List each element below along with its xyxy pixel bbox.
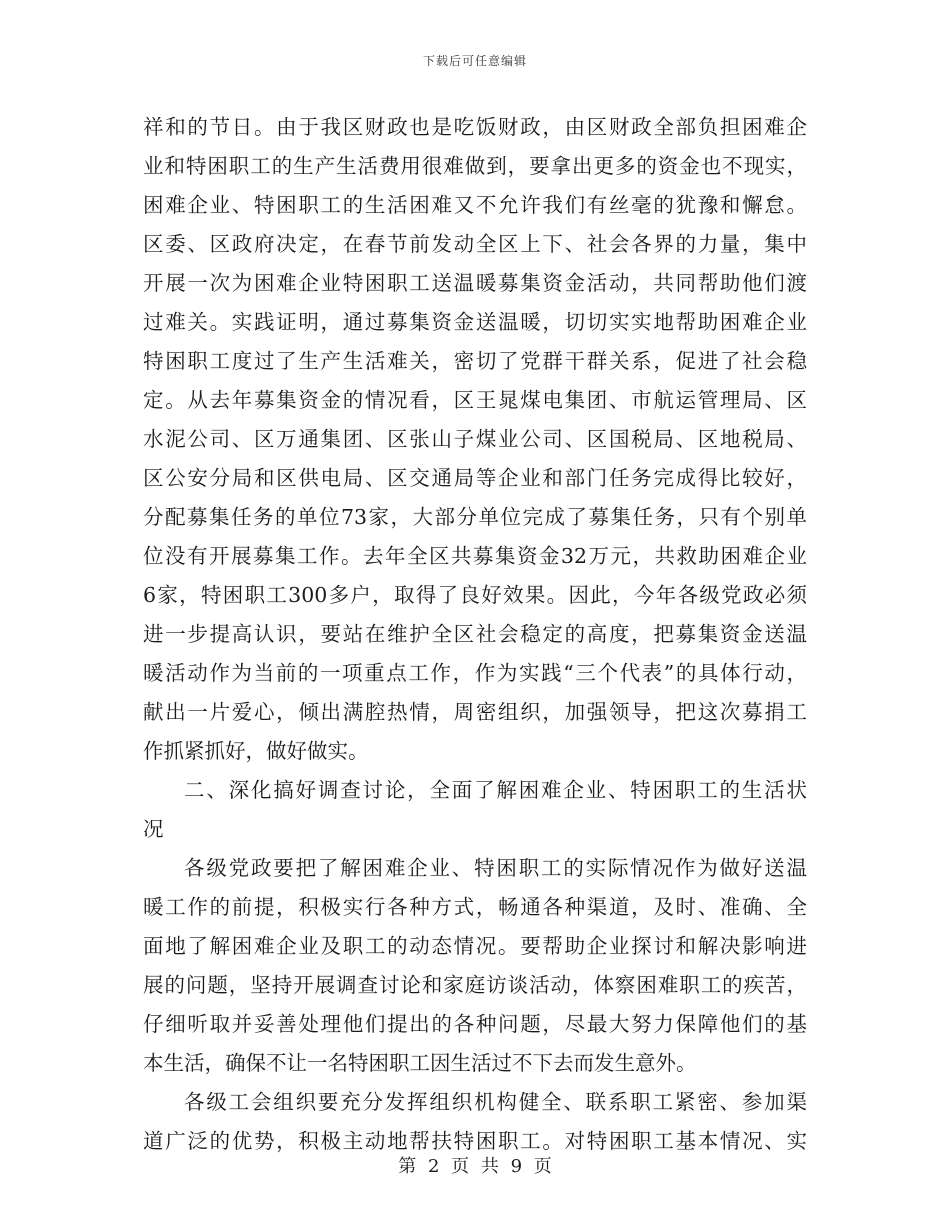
text-line: 本生活，确保不让一名特困职工因生活过不下去而发生意外。 — [143, 1051, 697, 1075]
text-line: 各级工会组织要充分发挥组织机构健全、联系职工紧密、参加渠 — [184, 1090, 807, 1114]
text-line: 困难企业、特困职工的生活困难又不允许我们有丝毫的犹豫和懈怠。 — [143, 193, 807, 217]
page-header: 下载后可任意编辑 — [422, 54, 527, 68]
text-line: 6家，特困职工300多户，取得了良好效果。因此，今年各级党政必须 — [143, 583, 807, 607]
text-line: 定。从去年募集资金的情况看，区王晁煤电集团、市航运管理局、区 — [143, 388, 807, 412]
text-line: 祥和的节日。由于我区财政也是吃饭财政，由区财政全部负担困难企 — [143, 115, 807, 139]
section-heading-line: 况 — [143, 817, 164, 841]
text-line: 各级党政要把了解困难企业、特困职工的实际情况作为做好送温 — [184, 856, 807, 880]
text-line: 面地了解困难企业及职工的动态情况。要帮助企业探讨和解决影响进 — [143, 934, 807, 958]
text-line: 水泥公司、区万通集团、区张山子煤业公司、区国税局、区地税局、 — [143, 427, 807, 451]
text-line: 开展一次为困难企业特困职工送温暖募集资金活动，共同帮助他们渡 — [143, 271, 807, 295]
text-line: 道广泛的优势，积极主动地帮扶特困职工。对特困职工基本情况、实 — [143, 1129, 807, 1153]
text-line: 分配募集任务的单位73家，大部分单位完成了募集任务，只有个别单 — [143, 505, 807, 529]
document-body — [143, 108, 807, 1161]
text-line: 位没有开展募集工作。去年全区共募集资金32万元，共救助困难企业 — [143, 544, 807, 568]
text-line: 暖活动作为当前的一项重点工作，作为实践“三个代表”的具体行动， — [143, 661, 807, 685]
text-line: 作抓紧抓好，做好做实。 — [143, 739, 369, 763]
text-line: 展的问题，坚持开展调查讨论和家庭访谈活动，体察困难职工的疾苦， — [143, 973, 807, 997]
text-line: 特困职工度过了生产生活难关，密切了党群干群关系，促进了社会稳 — [143, 349, 807, 373]
text-line: 区公安分局和区供电局、区交通局等企业和部门任务完成得比较好， — [143, 466, 807, 490]
section-heading-line: 二、深化搞好调查讨论，全面了解困难企业、特困职工的生活状 — [184, 778, 807, 802]
text-line: 进一步提高认识，要站在维护全区社会稳定的高度，把募集资金送温 — [143, 622, 807, 646]
text-line: 过难关。实践证明，通过募集资金送温暖，切切实实地帮助困难企业 — [143, 310, 807, 334]
text-line: 献出一片爱心，倾出满腔热情，周密组织，加强领导，把这次募捐工 — [143, 700, 807, 724]
text-line: 业和特困职工的生产生活费用很难做到，要拿出更多的资金也不现实， — [143, 154, 807, 178]
text-line: 区委、区政府决定，在春节前发动全区上下、社会各界的力量，集中 — [143, 232, 807, 256]
text-line: 暖工作的前提，积极实行各种方式，畅通各种渠道，及时、准确、全 — [143, 895, 807, 919]
page-footer: 第 2 页 共 9 页 — [398, 1156, 552, 1177]
text-line: 仔细听取并妥善处理他们提出的各种问题，尽最大努力保障他们的基 — [143, 1012, 807, 1036]
